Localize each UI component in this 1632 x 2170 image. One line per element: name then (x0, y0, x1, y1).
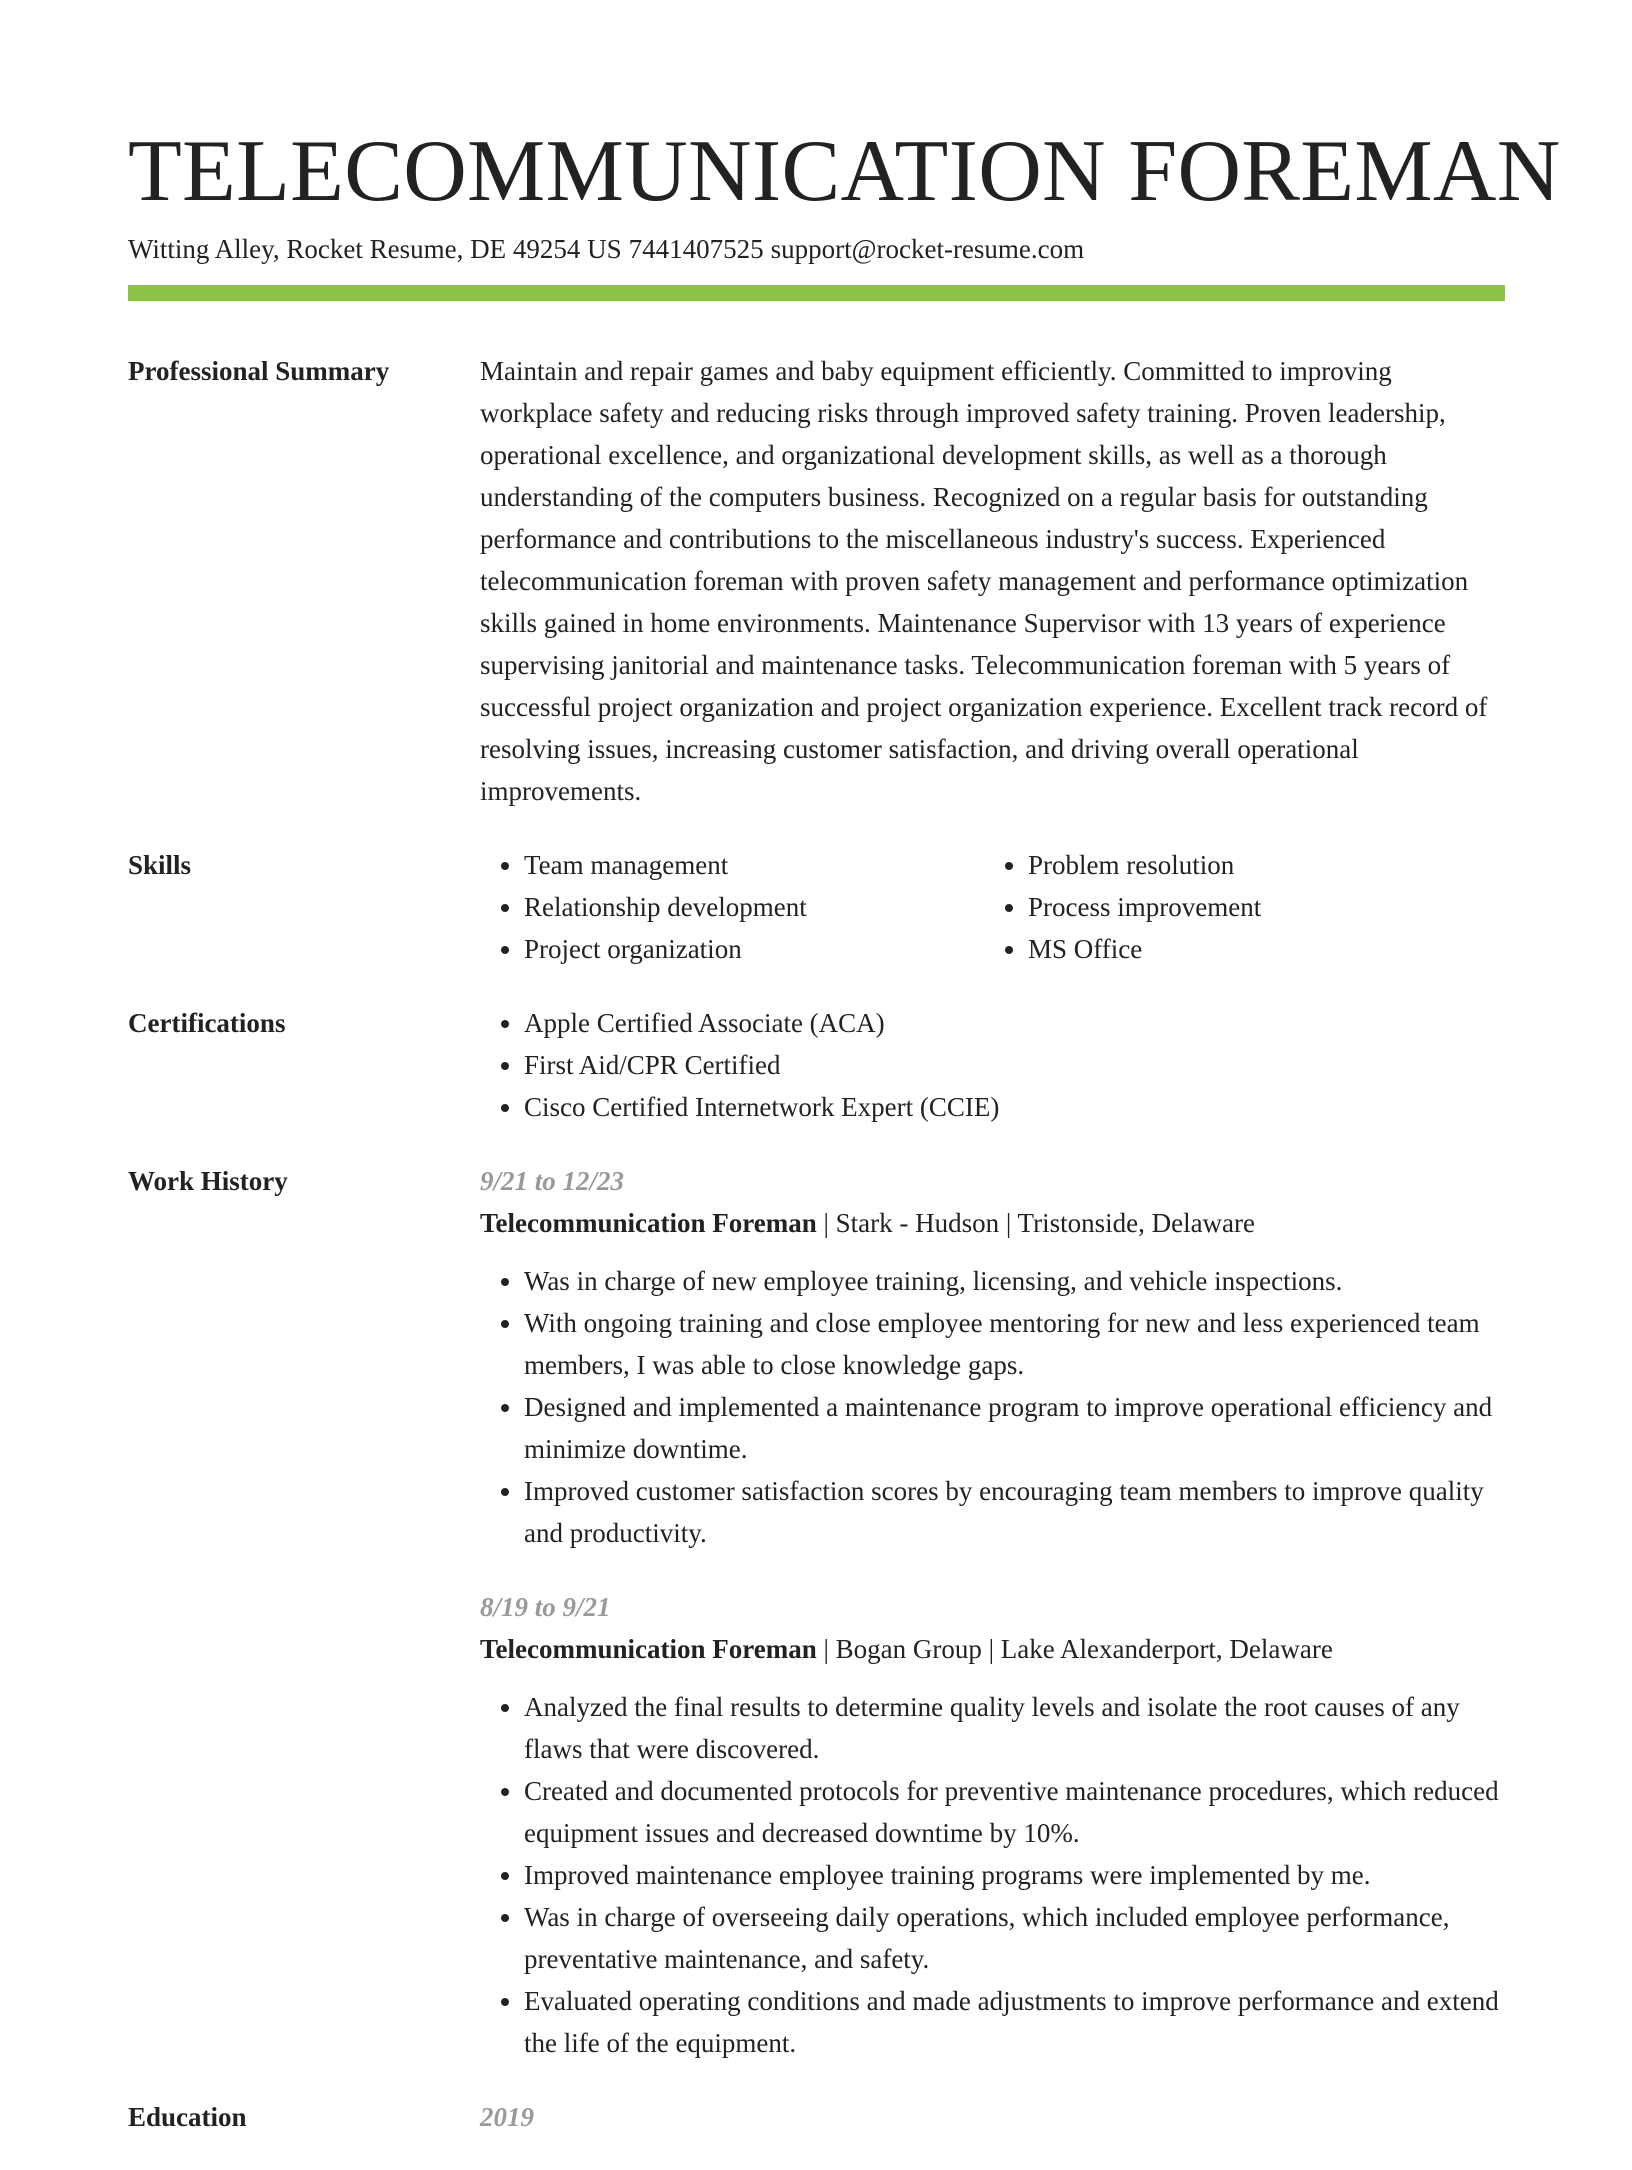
section-heading: Professional Summary (128, 356, 390, 386)
job-bullet: • With ongoing training and close employee mentoring for new and less experienced team members, I was able to close knowledge gaps. (524, 1302, 1505, 1386)
job-bullets (480, 1260, 1505, 1554)
job-bullets (480, 1686, 1505, 2064)
job-bullet: • Was in charge of overseeing daily operations, which included employee performance, preventative maintenance, and safety. (524, 1896, 1505, 1980)
job-bullet: • Was in charge of new employee training, licensing, and vehicle inspections. (524, 1260, 1505, 1302)
certification-item: • Apple Certified Associate (ACA) (524, 1002, 1505, 1044)
job-bullet: • Created and documented protocols for preventive maintenance procedures, which reduced equipment issues and decreased downtime by 10%. (524, 1770, 1505, 1854)
contact-email: support@rocket-resume.com (770, 234, 1085, 264)
job-details: | Bogan Group | Lake Alexanderport, Delaware (816, 1634, 1333, 1664)
job-bullet: • Improved customer satisfaction scores by encouraging team members to improve quality and productivity. (524, 1470, 1505, 1554)
job-heading (480, 1628, 1505, 1670)
resume-sections (128, 350, 1505, 2170)
job-bullet: • Improved maintenance employee training programs were implemented by me. (524, 1854, 1505, 1896)
section-heading: Work History (128, 1166, 288, 1196)
certification-item: • First Aid/CPR Certified (524, 1044, 1505, 1086)
job-dates: 8/19 to 9/21 (480, 1592, 611, 1622)
summary-section (128, 350, 1505, 812)
skill-item: • Relationship development (524, 886, 984, 928)
job-entry (480, 1160, 1505, 1554)
skill-item: • MS Office (1028, 928, 1488, 970)
header-divider (128, 285, 1505, 301)
contact-address: Witting Alley, Rocket Resume, DE 49254 US (128, 234, 622, 264)
certifications-section (128, 1002, 1505, 1128)
job-dates: 9/21 to 12/23 (480, 1166, 625, 1196)
education-section (128, 2096, 1505, 2138)
work-history-section (128, 1160, 1505, 2064)
skill-item: • Team management (524, 844, 984, 886)
education-dates: 2019 (480, 2102, 534, 2132)
skill-item: • Problem resolution (1028, 844, 1488, 886)
job-entry (480, 1586, 1505, 2064)
section-heading: Education (128, 2102, 247, 2132)
job-bullet: • Evaluated operating conditions and made adjustments to improve performance and extend the life of the equipment. (524, 1980, 1505, 2064)
summary-text: Maintain and repair games and baby equipment efficiently. Committed to improving workplace safety and reducing risks through improved safety training. Proven leadership, operational excellence, and organizational development skills, as well as a thorough understanding of the computers business. Recognized on a regular basis for outstanding performance and contributions to the miscellaneous industry's success. Experienced telecommunication foreman with proven safety management and performance optimization skills gained in home environments. Maintenance Supervisor with 13 years of experience supervising janitorial and maintenance tasks. Telecommunication foreman with 5 years of successful project organization and project organization experience. Excellent track record of resolving issues, increasing customer satisfaction, and driving overall operational improvements. (480, 356, 1488, 806)
job-title: Telecommunication Foreman (480, 1208, 817, 1238)
skill-item: • Process improvement (1028, 886, 1488, 928)
certification-item: • Cisco Certified Internetwork Expert (CCIE) (524, 1086, 1505, 1128)
skills-list-right (984, 844, 1488, 970)
section-heading: Skills (128, 850, 192, 880)
job-bullet: • Analyzed the final results to determine quality levels and isolate the root causes of any flaws that were discovered. (524, 1686, 1505, 1770)
skills-list-left (480, 844, 984, 970)
skills-section (128, 844, 1505, 970)
contact-phone: 7441407525 (628, 234, 764, 264)
contact-line (128, 231, 1084, 267)
job-heading (480, 1202, 1505, 1244)
skill-item: • Project organization (524, 928, 984, 970)
job-title: Telecommunication Foreman (480, 1634, 817, 1664)
job-details: | Stark - Hudson | Tristonside, Delaware (816, 1208, 1256, 1238)
certifications-list (480, 1002, 1505, 1128)
resume-name: TELECOMMUNICATION FOREMAN (128, 123, 1561, 220)
job-bullet: • Designed and implemented a maintenance program to improve operational efficiency and minimize downtime. (524, 1386, 1505, 1470)
section-heading: Certifications (128, 1008, 286, 1038)
